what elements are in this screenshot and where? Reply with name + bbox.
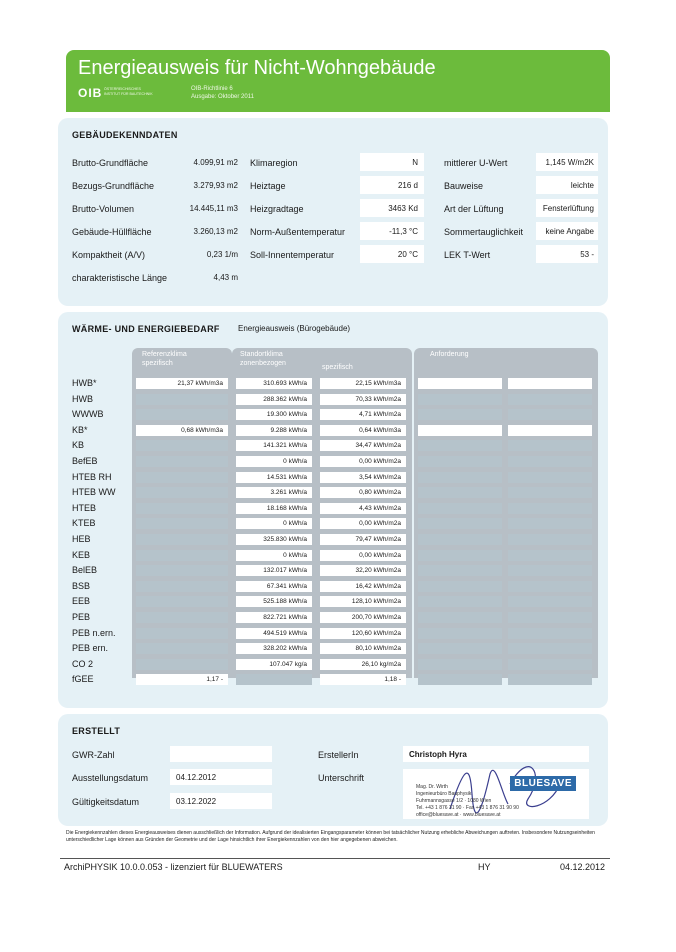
energy-spez-value: 79,47 kWh/m2a (320, 534, 406, 545)
energy-ref-empty (136, 612, 228, 623)
kenndaten-label: Brutto-Grundfläche (72, 158, 149, 168)
energy-zon-value: 9.288 kWh/a (236, 425, 312, 436)
energy-row-label: BSB (72, 580, 91, 591)
energy-ref-empty (136, 596, 228, 607)
stamp-line: Fuhrmannsgasse 1/2 · 1080 Wien (416, 798, 492, 804)
kenndaten-label: mittlerer U-Wert (444, 158, 508, 168)
energy-anforderung-cell (418, 378, 502, 389)
energy-ref-empty (136, 394, 228, 405)
energy-spez-value: 0,80 kWh/m2a (320, 487, 406, 498)
kenndaten-value: 3.279,93 m2 (193, 181, 238, 190)
energy-row-label: PEB n.ern. (72, 627, 116, 638)
kenndaten-value: 0,23 1/m (206, 250, 238, 259)
kenndaten-label: Klimaregion (250, 158, 298, 168)
kenndaten-value: keine Angabe (545, 227, 594, 236)
gwr-field (170, 746, 272, 762)
energy-anforderung-cell (508, 409, 592, 420)
energy-row-label: PEB ern. (72, 643, 109, 654)
gwr-label: GWR-Zahl (72, 750, 115, 760)
energy-ref-empty (136, 659, 228, 670)
energy-anforderung-cell (418, 472, 502, 483)
gueltigkeitsdatum-label: Gültigkeitsdatum (72, 797, 140, 807)
energy-row-label: HEB (72, 534, 91, 544)
bluesave-logo: BLUESAVE (510, 776, 576, 791)
energy-ref-empty (136, 518, 228, 529)
energy-spez-value: 70,33 kWh/m2a (320, 394, 406, 405)
energy-anforderung-cell (508, 503, 592, 514)
energy-anforderung-cell (418, 518, 502, 529)
energy-anforderung-cell (418, 440, 502, 451)
section-title-gebaeude: GEBÄUDEKENNDATEN (72, 130, 178, 140)
energy-ref-empty (136, 456, 228, 467)
energy-row-label: HTEB (72, 502, 97, 513)
energy-anforderung-cell (418, 596, 502, 607)
energy-anforderung-cell (418, 425, 502, 436)
footer-date: 04.12.2012 (560, 862, 606, 872)
energy-anforderung-cell (418, 409, 502, 420)
column-header-spezifisch: spezifisch (322, 364, 353, 371)
kenndaten-value: 20 °C (397, 250, 418, 259)
energy-anforderung-cell (508, 440, 592, 451)
stamp-line: Ingenieurbüro Bauphysik (416, 791, 472, 797)
kenndaten-label: Bezugs-Grundfläche (72, 181, 155, 191)
kenndaten-label: Heiztage (250, 181, 286, 191)
kenndaten-label: Heizgradtage (250, 204, 304, 214)
energy-zon-value: 141.321 kWh/a (236, 440, 312, 451)
kenndaten-label: Sommertauglichkeit (444, 227, 524, 237)
energy-row-label: HTEB WW (72, 487, 116, 498)
energy-ref-empty (136, 550, 228, 561)
energy-spez-value: 80,10 kWh/m2a (320, 643, 406, 654)
column-header-anforderung: Anforderung (430, 351, 469, 358)
energy-spez-value: 22,15 kWh/m3a (320, 378, 406, 389)
energy-anforderung-cell (418, 628, 502, 639)
stamp-line: Tel. +43 1 876 31 90 · Fax +43 1 876 31 90 90 (416, 805, 519, 811)
oib-logo-subtitle: ÖSTERREICHISCHES INSTITUT FÜR BAUTECHNIK (104, 87, 153, 96)
ausgabe-label: Ausgabe: Oktober 2011 (191, 94, 254, 100)
energy-anforderung-cell (508, 378, 592, 389)
kenndaten-value: 3463 Kd (388, 204, 418, 213)
section-subtitle-waerme: Energieausweis (Bürogebäude) (238, 324, 351, 333)
energy-row-label: PEB (72, 612, 91, 622)
energy-spez-value: 4,71 kWh/m2a (320, 409, 406, 420)
kenndaten-label: Brutto-Volumen (72, 204, 135, 214)
energy-zon-value: 494.519 kWh/a (236, 628, 312, 639)
energy-row-label: KB (72, 440, 85, 451)
energy-zon-value: 525.188 kWh/a (236, 596, 312, 607)
kenndaten-label: Art der Lüftung (444, 204, 504, 214)
ausstellungsdatum-field: 04.12.2012 (170, 769, 272, 785)
energy-ref-value: 1,17 - (136, 674, 228, 685)
energy-zon-value: 0 kWh/a (236, 550, 312, 561)
ersteller-field: Christoph Hyra (403, 746, 589, 762)
energy-row-label: WWWB (72, 409, 104, 420)
energy-anforderung-cell (418, 534, 502, 545)
energy-row-label: HTEB RH (72, 471, 112, 482)
energy-anforderung-cell (508, 612, 592, 623)
energy-row-label: HWB* (72, 378, 97, 388)
energy-ref-empty (136, 534, 228, 545)
kenndaten-value: 14.445,11 m3 (189, 204, 238, 213)
energy-zon-value: 325.830 kWh/a (236, 534, 312, 545)
kenndaten-value: -11,3 °C (389, 227, 418, 236)
kenndaten-value: 216 d (397, 181, 418, 190)
kenndaten-value: leichte (570, 181, 594, 190)
energy-row-label: EEB (72, 596, 91, 607)
ersteller-label: ErstellerIn (318, 750, 359, 760)
energy-spez-value: 26,10 kg/m2a (320, 659, 406, 670)
energy-spez-value: 3,54 kWh/m2a (320, 472, 406, 483)
footer-divider (60, 858, 610, 859)
energy-spez-value: 0,00 kWh/m2a (320, 456, 406, 467)
oib-logo: OIB (78, 86, 103, 100)
energy-zon-empty (236, 674, 312, 685)
energy-anforderung-cell (418, 503, 502, 514)
kenndaten-label: LEK T-Wert (444, 250, 491, 260)
kenndaten-label: Soll-Innentemperatur (250, 250, 335, 260)
energy-anforderung-cell (508, 550, 592, 561)
energy-zon-value: 132.017 kWh/a (236, 565, 312, 576)
energy-ref-empty (136, 643, 228, 654)
energy-zon-value: 328.202 kWh/a (236, 643, 312, 654)
energy-anforderung-cell (418, 550, 502, 561)
energy-spez-value: 4,43 kWh/m2a (320, 503, 406, 514)
waerme-energiebedarf-panel (58, 312, 608, 708)
energy-ref-empty (136, 628, 228, 639)
energy-ref-empty (136, 440, 228, 451)
energy-zon-value: 107.047 kg/a (236, 659, 312, 670)
energy-anforderung-cell (418, 581, 502, 592)
energy-ref-value: 21,37 kWh/m3a (136, 378, 228, 389)
energy-spez-value: 32,20 kWh/m2a (320, 565, 406, 576)
energy-zon-value: 14.531 kWh/a (236, 472, 312, 483)
kenndaten-value: 4.099,91 m2 (193, 158, 238, 167)
energy-zon-value: 0 kWh/a (236, 456, 312, 467)
energy-zon-value: 288.362 kWh/a (236, 394, 312, 405)
column-header-standort-sub: zonenbezogen (240, 360, 286, 367)
energy-ref-empty (136, 487, 228, 498)
energy-zon-value: 822.721 kWh/a (236, 612, 312, 623)
kenndaten-label: Bauweise (444, 181, 484, 191)
section-title-waerme: WÄRME- UND ENERGIEBEDARF (72, 324, 220, 334)
energy-zon-value: 3.261 kWh/a (236, 487, 312, 498)
kenndaten-value: 1,145 W/m2K (545, 158, 594, 167)
company-stamp (410, 772, 580, 822)
column-header-referenz: Referenzklima (142, 351, 187, 358)
stamp-line: Mag. Dr. Wirth (416, 784, 448, 790)
kenndaten-label: Norm-Außentemperatur (250, 227, 346, 237)
energy-anforderung-cell (508, 534, 592, 545)
energy-ref-value: 0,68 kWh/m3a (136, 425, 228, 436)
energy-anforderung-cell (418, 394, 502, 405)
energy-anforderung-cell (418, 674, 502, 685)
energy-anforderung-cell (418, 643, 502, 654)
energy-spez-value: 128,10 kWh/m2a (320, 596, 406, 607)
energy-zon-value: 19.300 kWh/a (236, 409, 312, 420)
footer-software: ArchiPHYSIK 10.0.0.053 - lizenziert für BLUEWATERS (64, 862, 283, 872)
energy-anforderung-cell (418, 456, 502, 467)
energy-ref-empty (136, 581, 228, 592)
gebaeudekenndaten-panel (58, 118, 608, 306)
energy-spez-value: 0,00 kWh/m2a (320, 550, 406, 561)
energy-spez-value: 1,18 - (320, 674, 406, 685)
energy-zon-value: 0 kWh/a (236, 518, 312, 529)
energy-anforderung-cell (508, 394, 592, 405)
energy-row-label: fGEE (72, 674, 94, 685)
gueltigkeitsdatum-field: 03.12.2022 (170, 793, 272, 809)
energy-anforderung-cell (508, 674, 592, 685)
stamp-text (416, 784, 519, 818)
kenndaten-value: Fensterlüftung (542, 204, 594, 213)
energy-anforderung-cell (508, 628, 592, 639)
energy-anforderung-cell (508, 472, 592, 483)
energy-anforderung-cell (508, 565, 592, 576)
kenndaten-value: 3.260,13 m2 (193, 227, 238, 236)
energy-anforderung-cell (418, 659, 502, 670)
footer-initials: HY (478, 862, 491, 872)
energy-row-label: HWB (72, 393, 93, 404)
energy-zon-value: 310.693 kWh/a (236, 378, 312, 389)
kenndaten-value: 53 - (580, 250, 594, 259)
energy-spez-value: 0,00 kWh/m2a (320, 518, 406, 529)
energy-ref-empty (136, 565, 228, 576)
energy-anforderung-cell (508, 596, 592, 607)
header-banner (66, 50, 610, 112)
kenndaten-label: Gebäude-Hüllfläche (72, 227, 152, 237)
energy-anforderung-cell (508, 659, 592, 670)
kenndaten-value: N (412, 158, 418, 167)
ausstellungsdatum-label: Ausstellungsdatum (72, 773, 149, 783)
energy-row-label: KTEB (72, 518, 96, 529)
energy-spez-value: 120,60 kWh/m2a (320, 628, 406, 639)
energy-spez-value: 16,42 kWh/m2a (320, 581, 406, 592)
stamp-line: office@bluesave.at · www.bluesave.at (416, 812, 501, 818)
energy-row-label: BefEB (72, 456, 98, 466)
energy-ref-empty (136, 503, 228, 514)
energy-anforderung-cell (508, 456, 592, 467)
column-header-standort: Standortklima (240, 351, 283, 358)
energy-row-label: KEB (72, 549, 91, 560)
energy-ref-empty (136, 472, 228, 483)
document-title: Energieausweis für Nicht-Wohngebäude (78, 57, 436, 79)
kenndaten-value: 4,43 m (213, 273, 238, 282)
energy-anforderung-cell (418, 565, 502, 576)
energy-ref-empty (136, 409, 228, 420)
kenndaten-label: Kompaktheit (A/V) (72, 250, 146, 260)
energy-row-label: BelEB (72, 565, 98, 576)
energy-anforderung-cell (508, 581, 592, 592)
column-header-referenz-sub: spezifisch (142, 360, 173, 367)
energy-zon-value: 67.341 kWh/a (236, 581, 312, 592)
energy-spez-value: 200,70 kWh/m2a (320, 612, 406, 623)
energy-anforderung-cell (508, 425, 592, 436)
energy-spez-value: 0,64 kWh/m3a (320, 425, 406, 436)
disclaimer-text: Die Energiekennzahlen dieses Energieausweises dienen ausschließlich der Information. Aufgrund der idealisierten Eingangsparameter können bei tatsächlicher Nutzung erhebliche Abweichungen auftreten. Insbesondere Nutzungseinheiten unterschiedlicher Lage können aus Gründen der Geometrie und der Lage hinsichtlich ihrer Energiekennzahlen von den hier angegebenen abweichen. (66, 830, 595, 843)
energy-row-label: KB* (72, 424, 88, 435)
energy-anforderung-cell (418, 612, 502, 623)
energy-anforderung-cell (508, 643, 592, 654)
energy-anforderung-cell (418, 487, 502, 498)
energy-spez-value: 34,47 kWh/m2a (320, 440, 406, 451)
richtlinie-label: OIB-Richtlinie 6 (191, 86, 233, 92)
unterschrift-label: Unterschrift (318, 773, 365, 783)
energy-anforderung-cell (508, 487, 592, 498)
section-title-erstellt: ERSTELLT (72, 726, 121, 736)
energy-row-label: CO 2 (72, 658, 94, 669)
kenndaten-label: charakteristische Länge (72, 273, 168, 283)
energy-anforderung-cell (508, 518, 592, 529)
energy-zon-value: 18.168 kWh/a (236, 503, 312, 514)
